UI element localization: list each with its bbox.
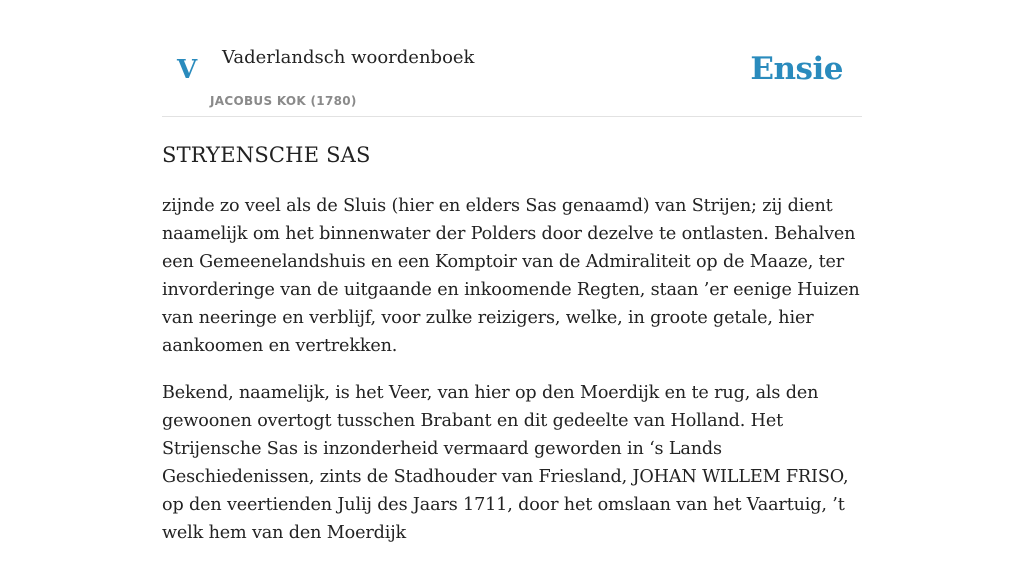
- volume-letter: V: [177, 55, 198, 85]
- entry-paragraph: Bekend, naamelijk, is het Veer, van hier op den Moerdijk en te rug, als den gewoonen overtogt tusschen Brabant en dit gedeelte van Holland. Het Strijensche Sas is inzonderheid vermaard geworden in ‘s Lands Geschiedenissen, zints de Stadhouder van Friesland, JOHAN WILLEM FRISO, op den veertienden Julij des Jaars 1711, door het omslaan van het Vaartuig, ’t welk hem van den Moerdijk: [162, 383, 849, 543]
- entry-article: [162, 140, 866, 566]
- book-title[interactable]: Vaderlandsch woordenboek: [222, 47, 475, 68]
- entry-body: [162, 192, 866, 547]
- page-header: [162, 0, 862, 117]
- entry-paragraph: zijnde zo veel als de Sluis (hier en elders Sas genaamd) van Strijen; zij dient naamelijk om het binnenwater der Polders door dezelve te ontlasten. Behalven een Gemeenelandshuis en een Komptoir van de Admiraliteit op de Maaze, ter invorderinge van de uitgaande en inkoomende Regten, staan ’er eenige Huizen van neeringe en verblijf, voor zulke reizigers, welke, in groote getale, hier aankoomen en vertrekken.: [162, 196, 860, 356]
- book-author: JACOBUS KOK (1780): [210, 94, 357, 108]
- entry-title: STRYENSCHE SAS: [162, 143, 371, 167]
- ensie-logo[interactable]: Ensie: [750, 51, 843, 87]
